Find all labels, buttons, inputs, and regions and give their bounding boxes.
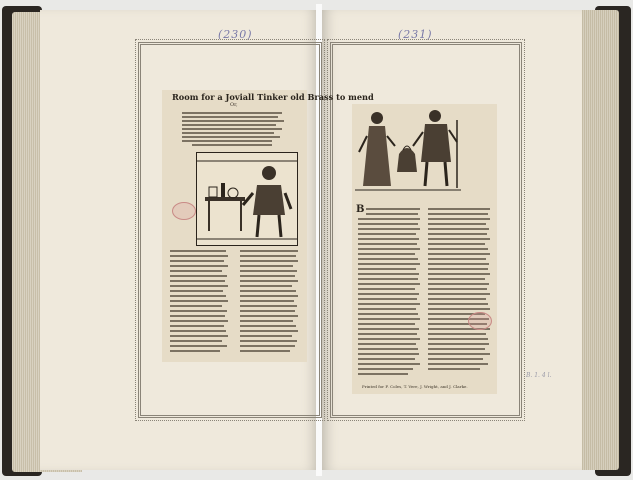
ballad-sheet-left <box>162 90 374 362</box>
page-number-left: (230) <box>218 28 253 41</box>
page-number-right: (231) <box>398 28 433 41</box>
ballad-subtitle: Or, <box>230 102 238 108</box>
drop-cap-initial: B <box>356 204 365 215</box>
woodcut-tinker <box>196 152 298 246</box>
ballad-sheet-right <box>352 104 497 394</box>
library-stamp-left <box>172 202 196 220</box>
library-stamp-right <box>468 312 492 330</box>
printer-imprint: Printed for F. Coles, T. Vere, J. Wright, and J. Clarke. <box>362 384 468 389</box>
pencil-annotation: B. 1. 4 l. <box>526 372 552 379</box>
woodcut-two-figures <box>355 106 461 196</box>
ballad-title: Room for a Joviall Tinker old Brass to mend <box>172 92 374 102</box>
